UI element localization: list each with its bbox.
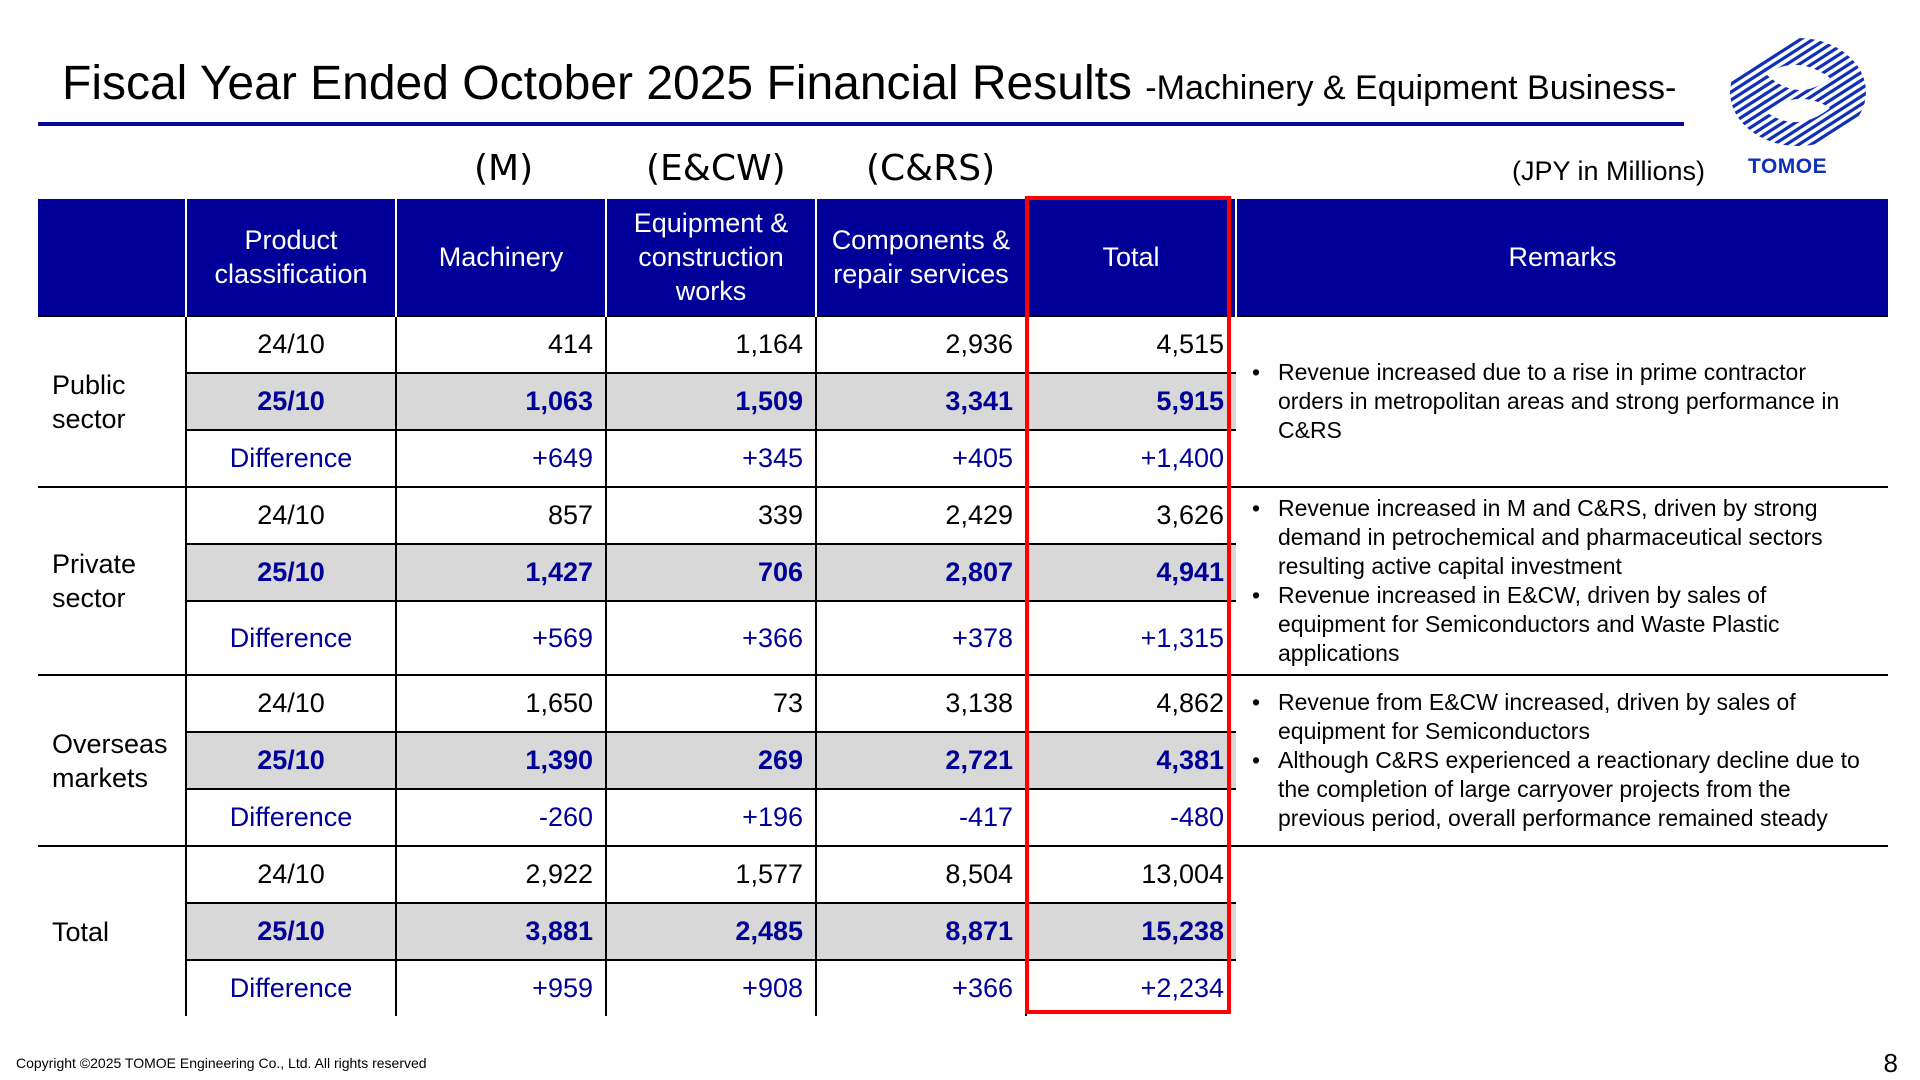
abbr-equipment: (E&CW) xyxy=(646,148,786,189)
components-cell: 2,807 xyxy=(816,544,1026,601)
total-cell: 4,941 xyxy=(1026,544,1236,601)
period-cell: 24/10 xyxy=(186,675,396,732)
header-machinery: Machinery xyxy=(396,199,606,316)
components-cell: +378 xyxy=(816,601,1026,675)
table-row xyxy=(38,487,1888,544)
components-cell: 2,721 xyxy=(816,732,1026,789)
components-cell: 3,341 xyxy=(816,373,1026,430)
machinery-cell: +569 xyxy=(396,601,606,675)
table-row xyxy=(38,846,1888,903)
period-cell: 24/10 xyxy=(186,316,396,373)
equipment-cell: +366 xyxy=(606,601,816,675)
equipment-cell: +908 xyxy=(606,960,816,1016)
equipment-cell: 1,164 xyxy=(606,316,816,373)
total-cell: 5,915 xyxy=(1026,373,1236,430)
remark-item: • Revenue increased in M and C&RS, driven by strong demand in petrochemical and pharmaceutical sectors resulting active capital investment xyxy=(1248,494,1868,581)
remarks-cell xyxy=(1236,675,1888,846)
remark-item: • Revenue from E&CW increased, driven by sales of equipment for Semiconductors xyxy=(1248,688,1868,746)
title-sub: -Machinery & Equipment Business- xyxy=(1145,69,1677,107)
total-cell: 3,626 xyxy=(1026,487,1236,544)
components-cell: +366 xyxy=(816,960,1026,1016)
equipment-cell: +345 xyxy=(606,430,816,487)
total-cell: 4,515 xyxy=(1026,316,1236,373)
tomoe-logo-icon xyxy=(1718,34,1878,154)
title-main: Fiscal Year Ended October 2025 Financial Results xyxy=(62,57,1132,110)
equipment-cell: 73 xyxy=(606,675,816,732)
page-number: 8 xyxy=(1883,1048,1898,1078)
machinery-cell: 2,922 xyxy=(396,846,606,903)
table-header-row xyxy=(38,199,1888,316)
components-cell: 3,138 xyxy=(816,675,1026,732)
remarks-cell xyxy=(1236,487,1888,675)
equipment-cell: 269 xyxy=(606,732,816,789)
abbr-components: (C&RS) xyxy=(866,148,996,189)
header-components: Components & repair services xyxy=(816,199,1026,316)
sector-label: Overseas markets xyxy=(38,675,186,846)
components-cell: 2,429 xyxy=(816,487,1026,544)
period-cell: Difference xyxy=(186,430,396,487)
period-cell: 25/10 xyxy=(186,544,396,601)
period-cell: Difference xyxy=(186,960,396,1016)
machinery-cell: 857 xyxy=(396,487,606,544)
abbr-machinery: (M) xyxy=(474,148,534,189)
remark-item: • Although C&RS experienced a reactionary decline due to the completion of large carryover projects from the previous period, overall performance remained steady xyxy=(1248,746,1868,833)
components-cell: 2,936 xyxy=(816,316,1026,373)
machinery-cell: 414 xyxy=(396,316,606,373)
page-title xyxy=(62,58,1676,111)
period-cell: 24/10 xyxy=(186,846,396,903)
equipment-cell: 2,485 xyxy=(606,903,816,960)
header-sector xyxy=(38,199,186,316)
total-cell: 4,862 xyxy=(1026,675,1236,732)
sector-label: Public sector xyxy=(38,316,186,487)
period-cell: Difference xyxy=(186,601,396,675)
header-equipment: Equipment & construction works xyxy=(606,199,816,316)
table-row xyxy=(38,675,1888,732)
remark-item: • Revenue increased in E&CW, driven by sales of equipment for Semiconductors and Waste Plastic applications xyxy=(1248,581,1868,668)
period-cell: 25/10 xyxy=(186,903,396,960)
total-cell: -480 xyxy=(1026,789,1236,846)
table-row xyxy=(38,316,1888,373)
period-cell: 25/10 xyxy=(186,373,396,430)
header-product-classification: Product classification xyxy=(186,199,396,316)
equipment-cell: 1,577 xyxy=(606,846,816,903)
equipment-cell: 1,509 xyxy=(606,373,816,430)
header-remarks: Remarks xyxy=(1236,199,1888,316)
machinery-cell: 1,063 xyxy=(396,373,606,430)
financial-results-table xyxy=(38,199,1888,1016)
total-cell: 4,381 xyxy=(1026,732,1236,789)
copyright-notice: Copyright ©2025 TOMOE Engineering Co., Ltd. All rights reserved xyxy=(16,1055,427,1071)
components-cell: 8,871 xyxy=(816,903,1026,960)
equipment-cell: 706 xyxy=(606,544,816,601)
remarks-cell xyxy=(1236,316,1888,487)
header-total: Total xyxy=(1026,199,1236,316)
machinery-cell: 3,881 xyxy=(396,903,606,960)
machinery-cell: 1,390 xyxy=(396,732,606,789)
period-cell: 24/10 xyxy=(186,487,396,544)
machinery-cell: 1,427 xyxy=(396,544,606,601)
total-cell: +1,400 xyxy=(1026,430,1236,487)
total-cell: +2,234 xyxy=(1026,960,1236,1016)
sector-label: Private sector xyxy=(38,487,186,675)
total-cell: 15,238 xyxy=(1026,903,1236,960)
machinery-cell: -260 xyxy=(396,789,606,846)
total-cell: 13,004 xyxy=(1026,846,1236,903)
remarks-cell xyxy=(1236,846,1888,1016)
remark-item: • Revenue increased due to a rise in prime contractor orders in metropolitan areas and strong performance in C&RS xyxy=(1248,358,1868,445)
period-cell: Difference xyxy=(186,789,396,846)
machinery-cell: 1,650 xyxy=(396,675,606,732)
machinery-cell: +649 xyxy=(396,430,606,487)
components-cell: +405 xyxy=(816,430,1026,487)
equipment-cell: +196 xyxy=(606,789,816,846)
sector-label: Total xyxy=(38,846,186,1016)
components-cell: 8,504 xyxy=(816,846,1026,903)
logo-wordmark: TOMOE xyxy=(1748,155,1828,178)
total-cell: +1,315 xyxy=(1026,601,1236,675)
title-underline xyxy=(38,122,1684,126)
equipment-cell: 339 xyxy=(606,487,816,544)
components-cell: -417 xyxy=(816,789,1026,846)
machinery-cell: +959 xyxy=(396,960,606,1016)
period-cell: 25/10 xyxy=(186,732,396,789)
unit-label: (JPY in Millions) xyxy=(1512,156,1706,186)
